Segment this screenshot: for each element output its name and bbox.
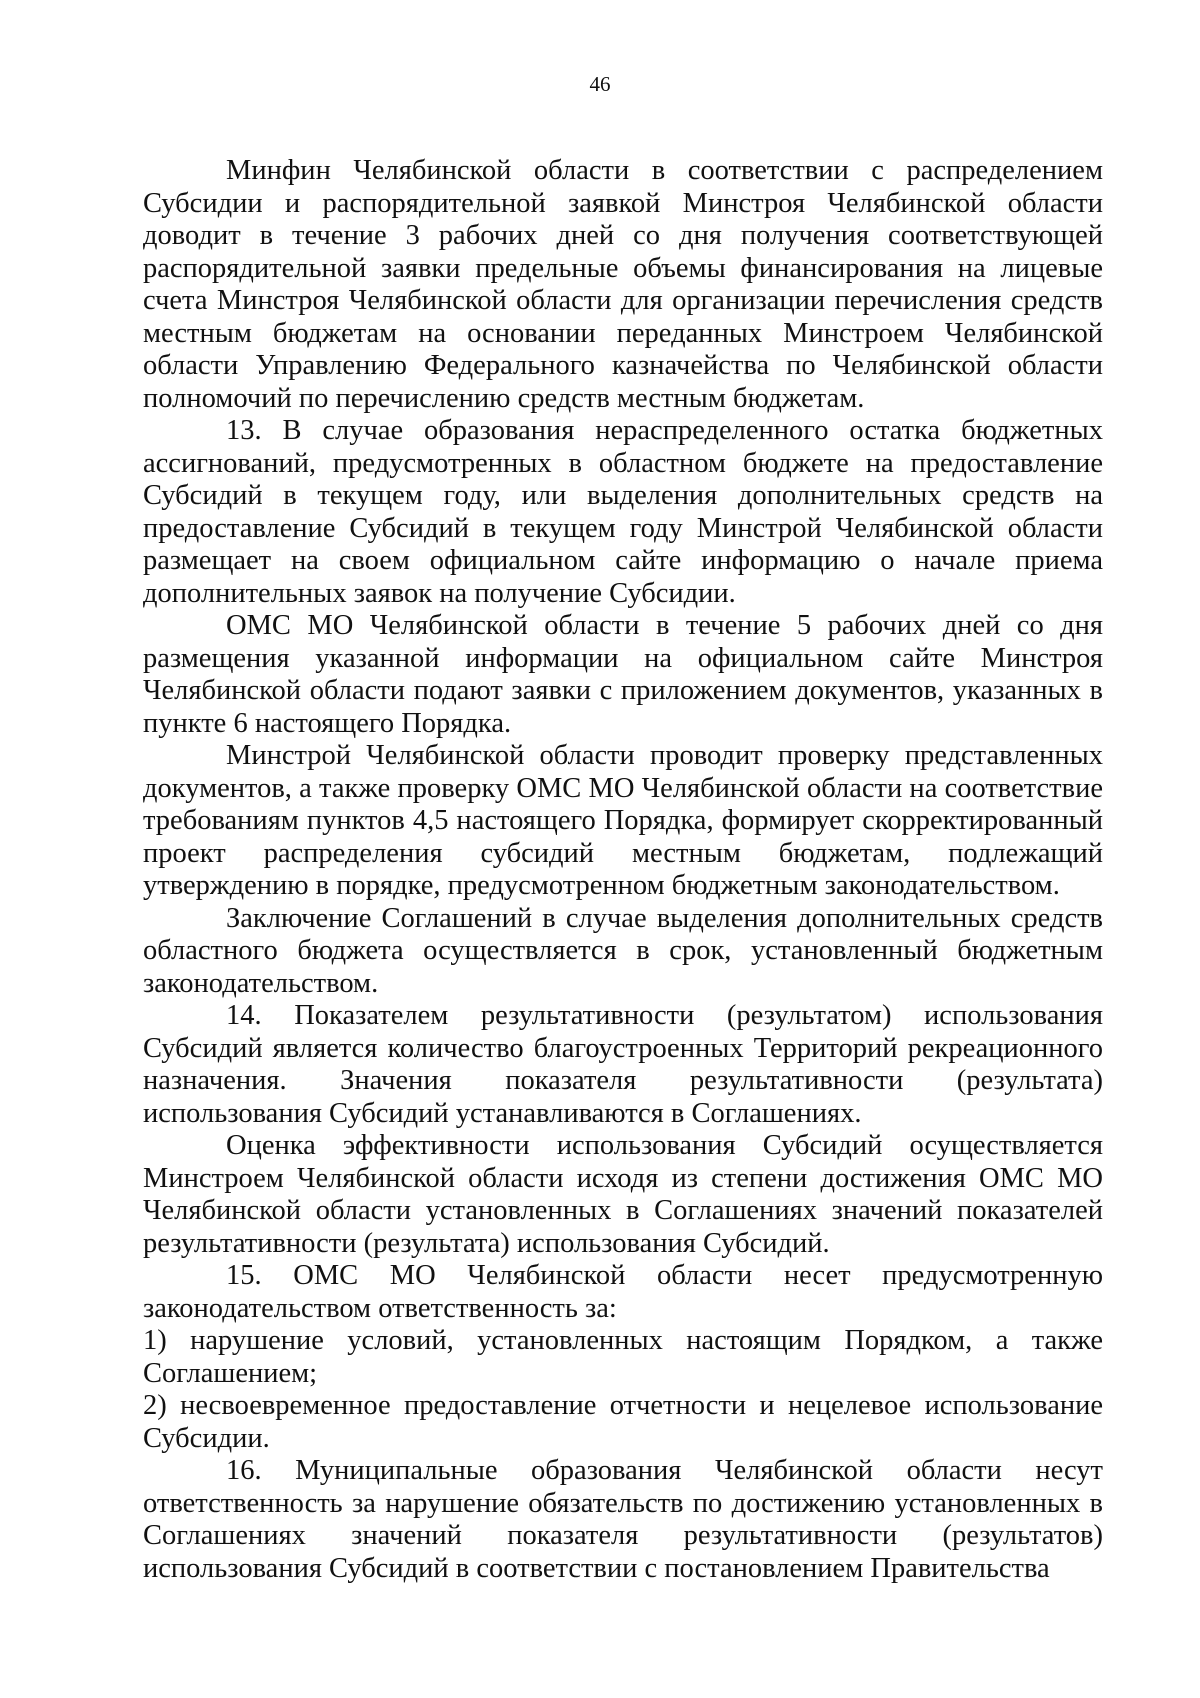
paragraph-efficiency-assessment: Оценка эффективности использования Субсидий осуществляется Минстроем Челябинской области исходя из степени достижения ОМС МО Челябинской области установленных в Соглашениях значений показателей результативности (результата) использования Субсидий. — [143, 1130, 1103, 1259]
paragraph-13-unallocated-balance: 13. В случае образования нераспределенного остатка бюджетных ассигнований, предусмотренных в областном бюджете на предоставление Субсидий в текущем году, или выделения дополнительных средств на предоставление Субсидий в текущем году Минстрой Челябинской области размещает на своем официальном сайте информацию о начале приема дополнительных заявок на получение Субсидии. — [143, 415, 1103, 609]
paragraph-16-municipal-responsibility: 16. Муниципальные образования Челябинской области несут ответственность за нарушение обязательств по достижению установленных в Соглашениях значений показателя результативности (результатов) использования Субсидий в соответствии с постановлением Правительства — [143, 1455, 1103, 1584]
paragraph-agreements-conclusion: Заключение Соглашений в случае выделения дополнительных средств областного бюджета осуществляется в срок, установленный бюджетным законодательством. — [143, 902, 1103, 999]
paragraph-oms-applications: ОМС МО Челябинской области в течение 5 рабочих дней со дня размещения указанной информации на официальном сайте Минстроя Челябинской области подают заявки с приложением документов, указанных в пункте 6 настоящего Порядка. — [143, 610, 1103, 739]
list-item-1-violation: 1) нарушение условий, установленных настоящим Порядком, а также Соглашением; — [143, 1325, 1103, 1389]
paragraph-minfin-distribution: Минфин Челябинской области в соответствии с распределением Субсидии и распорядительной заявкой Минстроя Челябинской области доводит в течение 3 рабочих дней со дня получения соответствующей распорядительной заявки предельные объемы финансирования на лицевые счета Минстроя Челябинской области для организации перечисления средств местным бюджетам на основании переданных Минстроем Челябинской области Управлению Федерального казначейства по Челябинской области полномочий по перечислению средств местным бюджетам. — [143, 155, 1103, 414]
page-number: 46 — [589, 72, 611, 96]
list-item-2-late-reporting: 2) несвоевременное предоставление отчетности и нецелевое использование Субсидии. — [143, 1390, 1103, 1454]
paragraph-14-performance-indicator: 14. Показателем результативности (результатом) использования Субсидий является количество благоустроенных Территорий рекреационного назначения. Значения показателя результативности (результата) использования Субсидий устанавливаются в Соглашениях. — [143, 1000, 1103, 1129]
document-body — [143, 155, 1103, 1585]
paragraph-minstroy-verification: Минстрой Челябинской области проводит проверку представленных документов, а также проверку ОМС МО Челябинской области на соответствие требованиям пунктов 4,5 настоящего Порядка, формирует скорректированный проект распределения субсидий местным бюджетам, подлежащий утверждению в порядке, предусмотренном бюджетным законодательством. — [143, 740, 1103, 901]
paragraph-15-responsibility: 15. ОМС МО Челябинской области несет предусмотренную законодательством ответственность за: — [143, 1260, 1103, 1324]
